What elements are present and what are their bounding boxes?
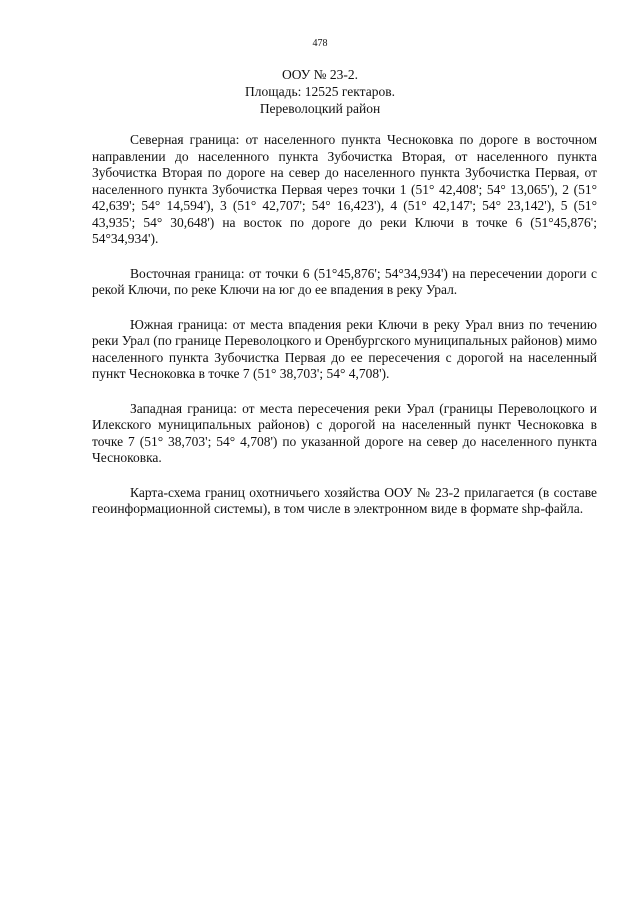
district-line: Переволоцкий район	[259, 101, 381, 116]
map-scheme-paragraph: Карта-схема границ охотничьего хозяйства ООУ № 23-2 прилагается (в составе геоинформационной системы), в том числе в электронном виде в формате shp-файла.	[92, 484, 597, 516]
northern-boundary-paragraph: Северная граница: от населенного пункта Чесноковка по дороге в восточном направлении до населенного пункта Зубочистка Вторая, от населенного пункта Зубочистка Вторая по дороге на север до населенного пункта Зубочистка Первая, от населенного пункта Зубочистка Первая через точки 1 (51° 42,408'; 54° 13,065'), 2 (51° 42,639'; 54° 14,594'), 3 (51° 42,707'; 54° 16,423'), 4 (51° 42,147'; 54° 23,142'), 5 (51° 43,935'; 54° 30,648') на восток по дороге до реки Ключи в точке 6 (51°45,876'; 54°34,934').	[92, 132, 597, 246]
document-header	[0, 66, 640, 117]
document-title: ООУ № 23-2.	[281, 67, 359, 82]
area-line: Площадь: 12525 гектаров.	[245, 84, 395, 99]
southern-boundary-paragraph: Южная граница: от места впадения реки Ключи в реку Урал вниз по течению реки Урал (по границе Переволоцкого и Оренбургского муниципальных районов) мимо населенного пункта Зубочистка Первая до ее пересечения с дорогой на населенный пункт Чесноковка в точке 7 (51° 38,703'; 54° 4,708').	[92, 316, 597, 381]
western-boundary-paragraph: Западная граница: от места пересечения реки Урал (границы Переволоцкого и Илекского муниципальных районов) с дорогой на населенный пункт Чесноковка в точке 7 (51° 38,703'; 54° 4,708') по указанной дороге на север до населенного пункта Чесноковка.	[92, 400, 597, 465]
document-body	[92, 132, 597, 518]
page-number: 478	[312, 38, 328, 49]
eastern-boundary-paragraph: Восточная граница: от точки 6 (51°45,876'; 54°34,934') на пересечении дороги с рекой Ключи, по реке Ключи на юг до ее впадения в реку Урал.	[92, 265, 597, 297]
